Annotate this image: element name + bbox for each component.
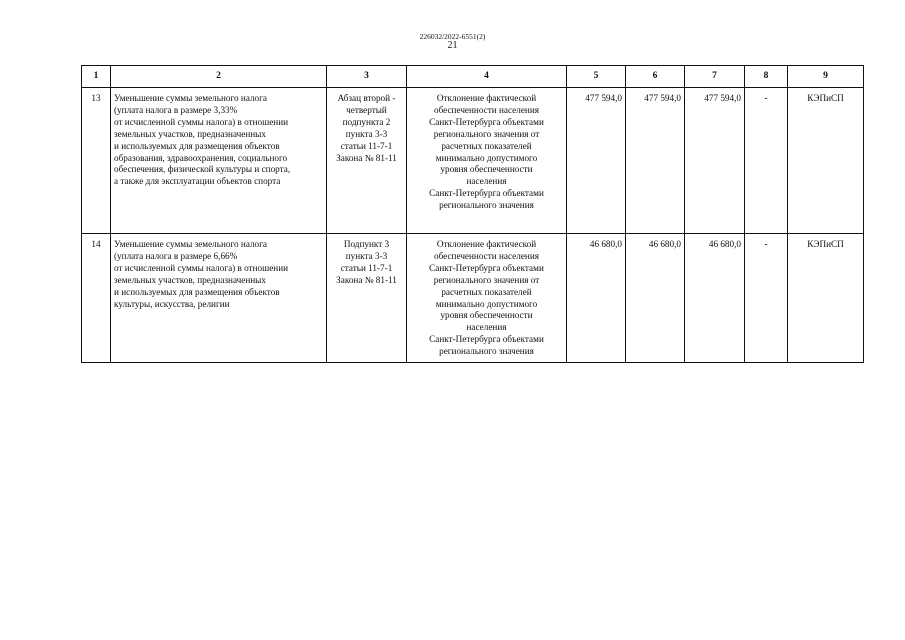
page-number: 21 [447, 40, 458, 51]
column-header: 1 [82, 66, 111, 88]
column-header: 9 [788, 66, 864, 88]
row-number: 13 [82, 88, 111, 234]
value-col7: 46 680,0 [685, 234, 745, 363]
legal-basis: Абзац второй - четвертый подпункта 2 пункта 3-3 статьи 11-7-1 Закона № 81-11 [327, 88, 407, 234]
responsible-body: КЭПиСП [788, 88, 864, 234]
row-number: 14 [82, 234, 111, 363]
value-col8: - [745, 234, 788, 363]
benefit-description: Уменьшение суммы земельного налога (уплата налога в размере 6,66% от исчисленной суммы налога) в отношении земельных участков, предназначенных и используемых для размещения объектов культуры, искусства, религии [111, 234, 327, 363]
value-col8: - [745, 88, 788, 234]
column-header: 3 [327, 66, 407, 88]
tax-benefit-table [81, 65, 864, 363]
table-row [82, 88, 864, 234]
value-col6: 46 680,0 [626, 234, 685, 363]
column-header: 6 [626, 66, 685, 88]
value-col5: 477 594,0 [567, 88, 626, 234]
benefit-description: Уменьшение суммы земельного налога (уплата налога в размере 3,33% от исчисленной суммы налога) в отношении земельных участков, предназначенных и используемых для размещения объектов образования, здравоохранения, социального обеспечения, физической культуры и спорта, а также для эксплуатации объектов спорта [111, 88, 327, 234]
table-row [82, 234, 864, 363]
legal-basis: Подпункт 3 пункта 3-3 статьи 11-7-1 Закона № 81-11 [327, 234, 407, 363]
column-header: 7 [685, 66, 745, 88]
benefit-reason: Отклонение фактической обеспеченности населения Санкт-Петербурга объектами регионального значения от расчетных показателей минимально допустимого уровня обеспеченности населения Санкт-Петербурга объектами регионального значения [407, 88, 567, 234]
document-code: 226032/2022-6551(2) [419, 32, 486, 41]
value-col6: 477 594,0 [626, 88, 685, 234]
header-row [82, 66, 864, 88]
column-header: 5 [567, 66, 626, 88]
value-col5: 46 680,0 [567, 234, 626, 363]
column-header: 8 [745, 66, 788, 88]
column-header: 4 [407, 66, 567, 88]
column-header: 2 [111, 66, 327, 88]
responsible-body: КЭПиСП [788, 234, 864, 363]
value-col7: 477 594,0 [685, 88, 745, 234]
benefit-reason: Отклонение фактической обеспеченности населения Санкт-Петербурга объектами регионального значения от расчетных показателей минимально допустимого уровня обеспеченности населения Санкт-Петербурга объектами регионального значения [407, 234, 567, 363]
